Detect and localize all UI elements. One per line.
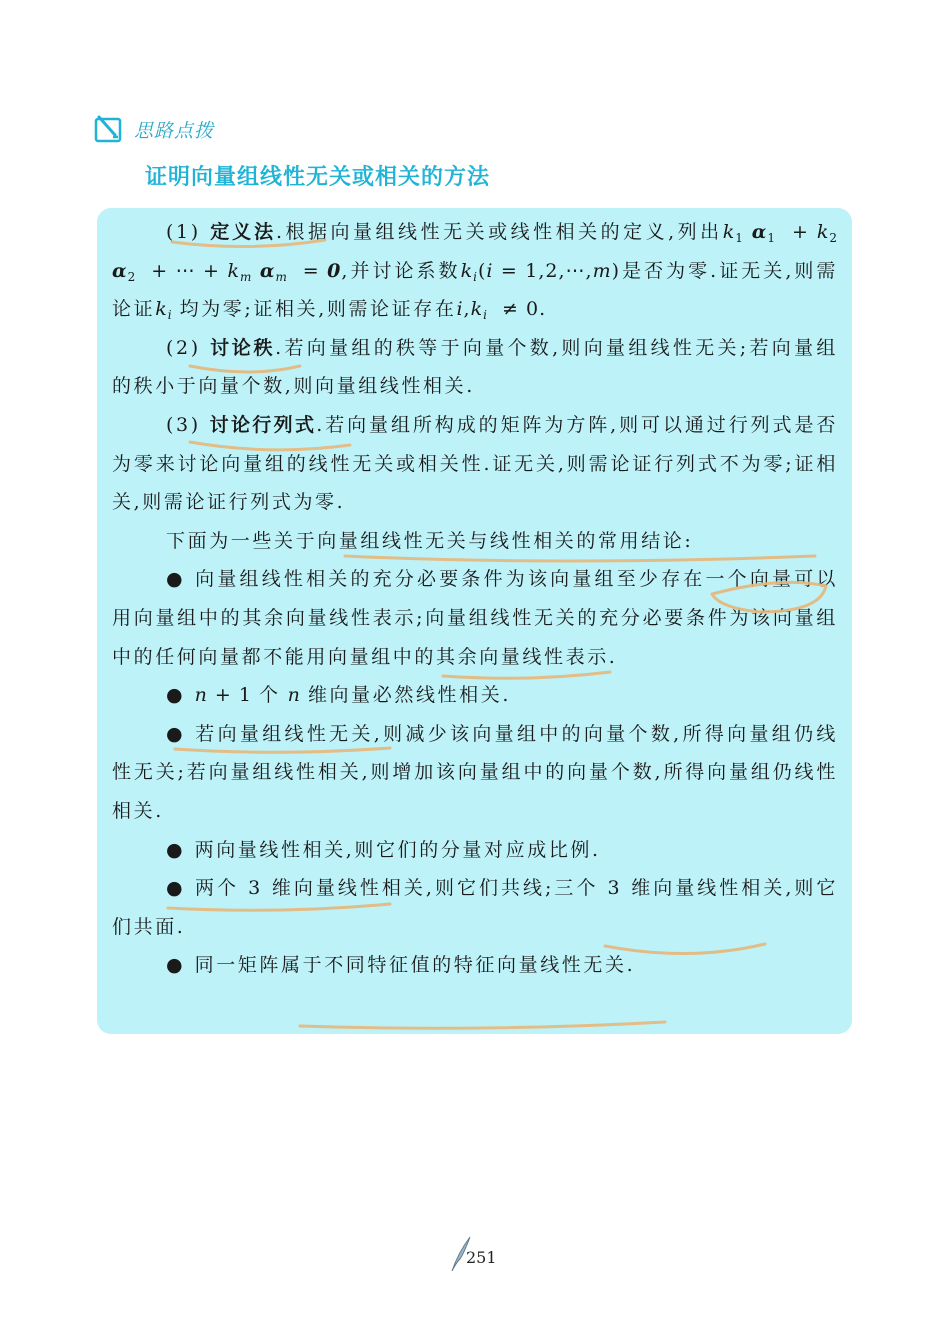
content-body: [112, 213, 838, 985]
linear-combination-formula: $k_1$ $\alpha_1 + k_2$ $\alpha_2$ + ⋯ + $k_m$ $\alpha_m = 0$: [112, 221, 838, 284]
conclusion-item: [112, 676, 838, 715]
conclusion-item: ● 两个 3 维向量线性相关,则它们共线;三个 3 维向量线性相关,则它们共面.: [112, 869, 838, 946]
item-text: 均为零;证相关,则需论证存在: [179, 298, 457, 321]
item-number: (3): [166, 413, 210, 436]
coefficient-ki: $k_i$: [155, 298, 173, 323]
n-plus-one-formula: n + 1: [194, 684, 259, 707]
conclusions-intro: 下面为一些关于向量组线性无关与线性相关的常用结论:: [166, 529, 694, 552]
item-text: .根据向量组线性无关或线性相关的定义,列出: [275, 221, 723, 243]
keyword-determinant: 讨论行列式: [209, 413, 317, 436]
conclusion-item: ● 同一矩阵属于不同特征值的特征向量线性无关.: [112, 946, 838, 985]
header-label: 思路点拨: [134, 119, 215, 142]
method-rank: [112, 329, 838, 406]
section-title: 证明向量组线性无关或相关的方法: [145, 165, 491, 190]
method-definition: [112, 213, 838, 329]
conclusion-item: ● 向量组线性相关的充分必要条件为该向量组至少存在一个向量可以用向量组中的其余向量线性表示;向量组线性无关的充分必要条件为该向量组中的任何向量都不能用向量组中的其余向量线性表示.: [112, 560, 838, 676]
coefficient-formula: $k_i(i$ = 1,2,⋯,m: [460, 259, 612, 284]
item-number: (2): [166, 336, 211, 359]
conclusion-item: ● 若向量组线性无关,则减少该向量组中的向量个数,所得向量组仍线性无关;若向量组线性相关,则增加该向量组中的向量个数,所得向量组仍线性相关.: [112, 715, 838, 831]
section-header: [93, 113, 214, 145]
method-determinant: [112, 406, 838, 522]
item-text: ,并讨论系数: [341, 259, 461, 282]
item-text: 个: [258, 684, 281, 707]
keyword-definition: 定义法: [210, 221, 276, 243]
keyword-rank: 讨论秩: [210, 336, 276, 359]
item-text: .若向量组的秩等于向量个数,则向量组线性无关;若向量组的秩小于向量个数,则向量组线性相关.: [112, 336, 838, 398]
item-number: (1): [166, 221, 211, 243]
nonzero-formula: $i,k_i \ne 0$.: [456, 298, 547, 323]
item-text: 维向量必然线性相关.: [307, 684, 511, 707]
page-footer: [448, 1233, 497, 1273]
page-number: 251: [466, 1248, 497, 1267]
conclusion-item: ● 两向量线性相关,则它们的分量对应成比例.: [112, 831, 838, 870]
pencil-note-icon: [93, 113, 125, 145]
n-symbol: n: [287, 684, 301, 707]
item-text: )是否为零.证无关,则需论证: [112, 259, 839, 321]
item-text: .若向量组所构成的矩阵为方阵,则可以通过行列式是否为零来讨论向量组的线性无关或相关性.证无关,则需论证行列式不为零;证相关,则需论证行列式为零.: [112, 413, 838, 514]
